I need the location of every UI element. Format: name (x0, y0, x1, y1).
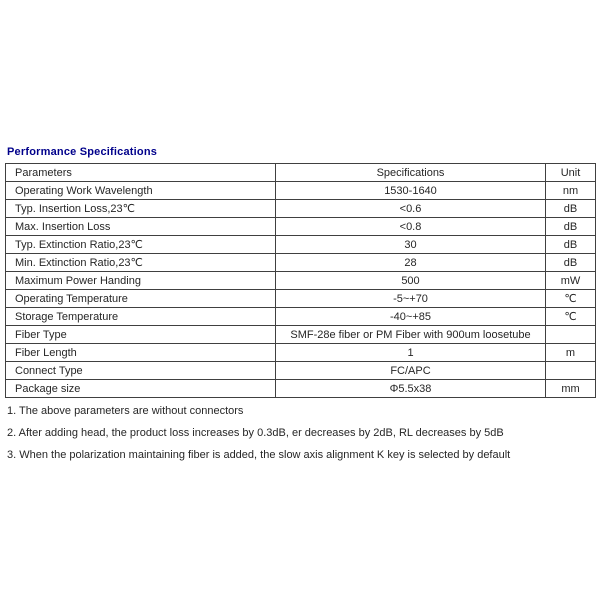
footnote: 3. When the polarization maintaining fiber is added, the slow axis alignment K key is selected by default (7, 449, 511, 461)
spec-cell: <0.6 (276, 200, 546, 218)
unit-cell (546, 362, 596, 380)
param-cell: Min. Extinction Ratio,23℃ (6, 254, 276, 272)
param-cell: Storage Temperature (6, 308, 276, 326)
param-cell: Operating Work Wavelength (6, 182, 276, 200)
unit-cell: mm (546, 380, 596, 398)
unit-cell: nm (546, 182, 596, 200)
column-header-parameters: Parameters (6, 164, 276, 182)
unit-cell: ℃ (546, 308, 596, 326)
column-header-unit: Unit (546, 164, 596, 182)
unit-cell: mW (546, 272, 596, 290)
unit-cell: dB (546, 218, 596, 236)
spec-cell: 1 (276, 344, 546, 362)
spec-cell: 500 (276, 272, 546, 290)
param-cell: Fiber Length (6, 344, 276, 362)
unit-cell: dB (546, 254, 596, 272)
table-row (6, 272, 596, 290)
spec-cell: Φ5.5x38 (276, 380, 546, 398)
footnote: 1. The above parameters are without connectors (7, 405, 244, 417)
table-row (6, 326, 596, 344)
table-row (6, 362, 596, 380)
param-cell: Typ. Extinction Ratio,23℃ (6, 236, 276, 254)
unit-cell: dB (546, 236, 596, 254)
spec-cell: 30 (276, 236, 546, 254)
param-cell: Maximum Power Handing (6, 272, 276, 290)
table-header-row (6, 164, 596, 182)
param-cell: Max. Insertion Loss (6, 218, 276, 236)
param-cell: Package size (6, 380, 276, 398)
unit-cell: dB (546, 200, 596, 218)
spec-cell: 1530-1640 (276, 182, 546, 200)
param-cell: Connect Type (6, 362, 276, 380)
spec-cell: FC/APC (276, 362, 546, 380)
param-cell: Fiber Type (6, 326, 276, 344)
table-row (6, 236, 596, 254)
table-row (6, 182, 596, 200)
param-cell: Operating Temperature (6, 290, 276, 308)
spec-cell: <0.8 (276, 218, 546, 236)
column-header-specifications: Specifications (276, 164, 546, 182)
table-row (6, 308, 596, 326)
footnote: 2. After adding head, the product loss increases by 0.3dB, er decreases by 2dB, RL decreases by 5dB (7, 427, 504, 439)
section-title: Performance Specifications (7, 146, 158, 158)
spec-cell: 28 (276, 254, 546, 272)
table-row (6, 344, 596, 362)
spec-cell: SMF-28e fiber or PM Fiber with 900um loosetube (276, 326, 546, 344)
unit-cell: ℃ (546, 290, 596, 308)
spec-cell: -5~+70 (276, 290, 546, 308)
table-row (6, 218, 596, 236)
spec-cell: -40~+85 (276, 308, 546, 326)
table-row (6, 290, 596, 308)
footnotes (7, 400, 510, 466)
param-cell: Typ. Insertion Loss,23℃ (6, 200, 276, 218)
table-row (6, 200, 596, 218)
unit-cell: m (546, 344, 596, 362)
unit-cell (546, 326, 596, 344)
table-row (6, 380, 596, 398)
table-row (6, 254, 596, 272)
performance-specs-table (5, 163, 596, 398)
